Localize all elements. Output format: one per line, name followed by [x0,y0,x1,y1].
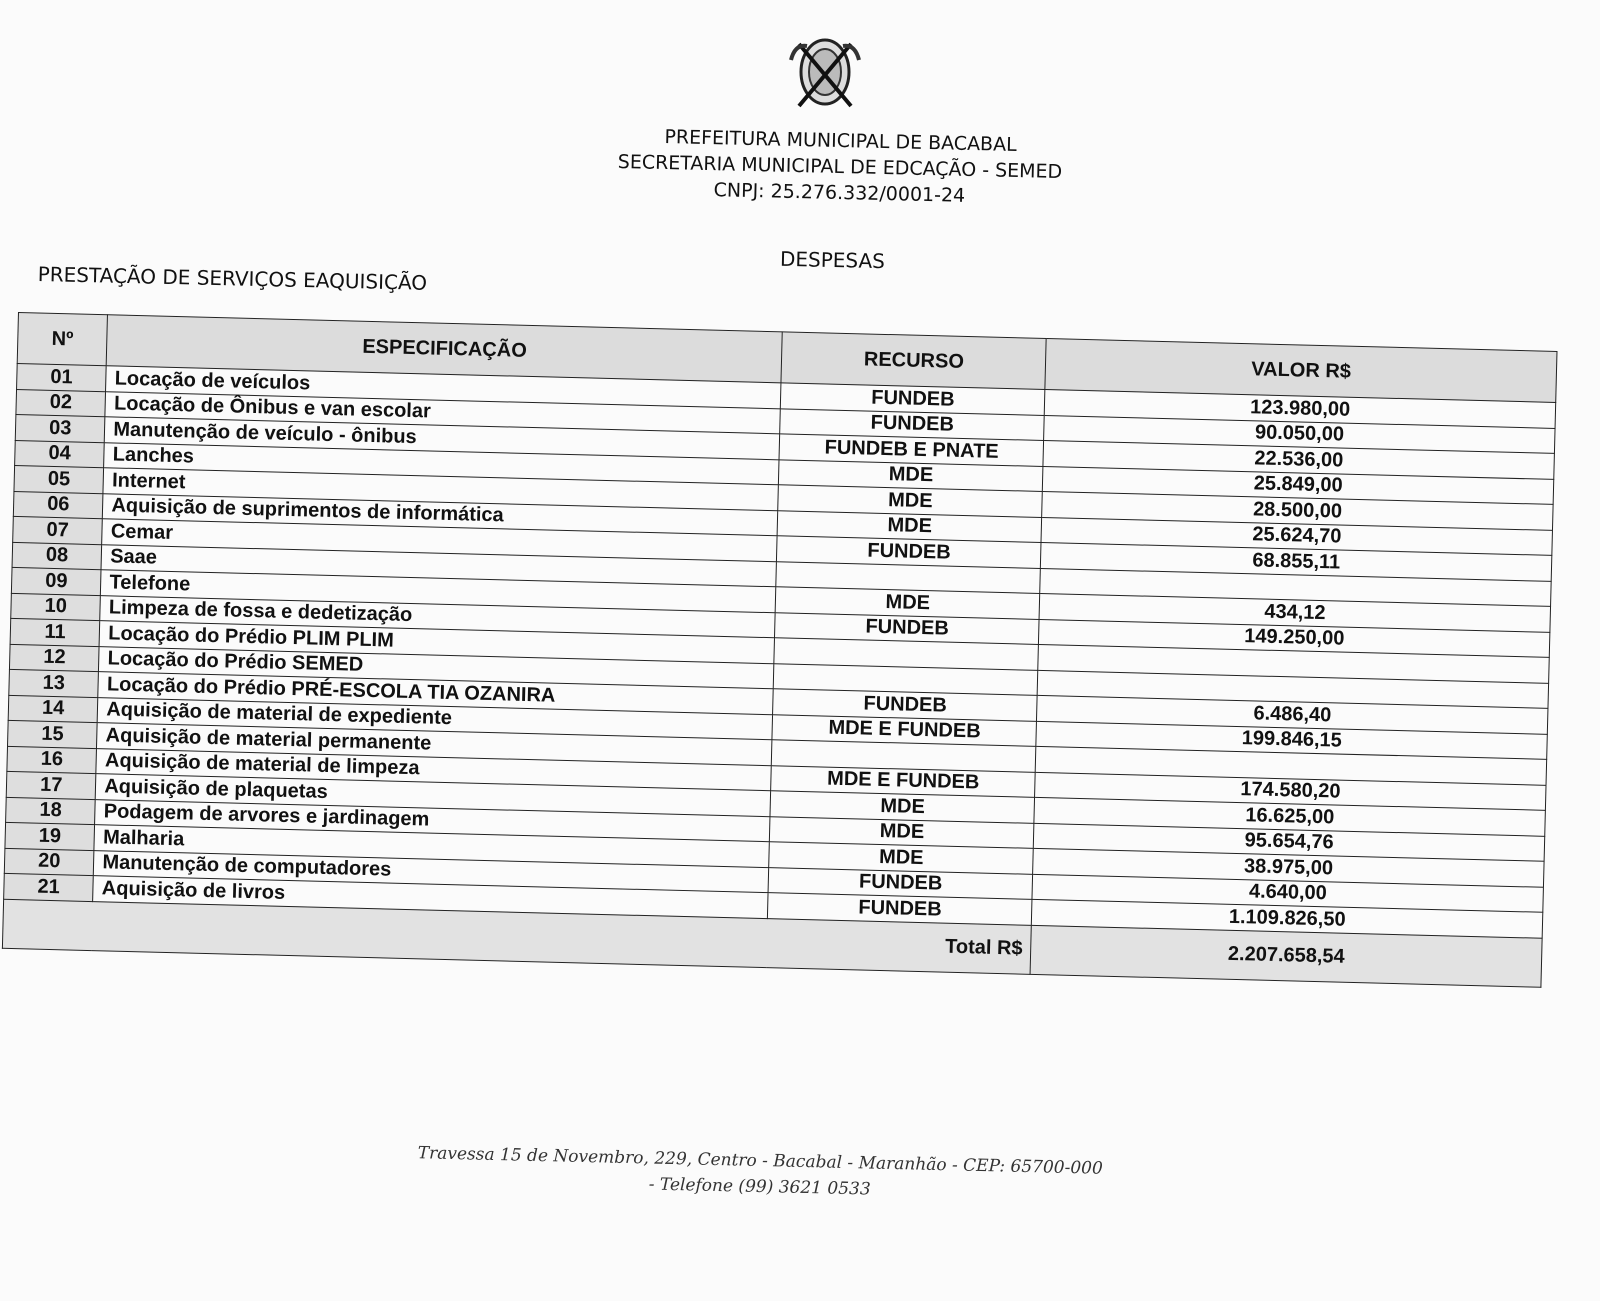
row-valor: 149.250,00 [1039,619,1550,657]
row-number: 13 [9,669,99,697]
row-valor: 434,12 [1039,593,1550,631]
row-specification: Podagem de arvores e jardinagem [95,799,770,842]
row-valor: 28.500,00 [1042,491,1553,529]
row-specification: Manutenção de computadores [94,850,769,893]
row-specification: Limpeza de fossa e dedetização [100,595,775,638]
row-valor: 4.640,00 [1032,874,1543,912]
row-number: 12 [9,644,99,672]
row-specification: Locação do Prédio SEMED [99,646,774,689]
row-recurso: MDE [769,842,1034,874]
table-body [4,363,1556,937]
row-number: 20 [4,848,94,876]
row-number: 17 [6,771,96,799]
row-specification: Saae [101,544,776,587]
footer-line-1: Travessa 15 de Novembro, 229, Centro - Bacabal - Maranhão - CEP: 65700-000 [417,1143,1104,1179]
row-recurso: FUNDEB E PNATE [779,434,1044,466]
row-recurso: FUNDEB [780,408,1045,440]
row-recurso: FUNDEB [773,689,1038,721]
expenses-table-wrapper [2,312,1558,987]
row-number: 16 [7,746,97,774]
row-number: 14 [8,695,98,723]
row-number: 10 [11,593,101,621]
row-valor: 25.624,70 [1041,517,1552,555]
row-number: 01 [17,363,107,391]
footer-line-2: - Telefone (99) 3621 0533 [648,1174,871,1200]
row-valor: 16.625,00 [1034,797,1545,835]
header-no: Nº [17,313,108,366]
header-line-1: PREFEITURA MUNICIPAL DE BACABAL [664,126,1017,157]
row-recurso: FUNDEB [768,893,1033,925]
row-recurso: FUNDEB [775,612,1040,644]
row-valor: 38.975,00 [1033,848,1544,886]
row-valor: 22.536,00 [1043,441,1554,479]
row-specification: Cemar [102,519,777,562]
row-number: 03 [15,414,105,442]
row-number: 19 [5,822,95,850]
row-valor: 199.846,15 [1036,721,1547,759]
row-specification: Aquisição de suprimentos de informática [103,493,778,536]
row-recurso: FUNDEB [781,383,1046,415]
row-number: 09 [11,567,101,595]
row-valor: 6.486,40 [1037,695,1548,733]
row-number: 02 [16,389,106,417]
municipal-seal-logo [785,30,865,115]
row-number: 15 [8,720,98,748]
row-recurso: MDE [770,791,1035,823]
row-specification: Locação do Prédio PLIM PLIM [99,621,774,664]
row-recurso: MDE [777,510,1042,542]
row-specification: Locação do Prédio PRÉ-ESCOLA TIA OZANIRA [98,672,773,715]
row-number: 06 [13,491,103,519]
row-recurso: MDE E FUNDEB [771,765,1036,797]
header-spec: ESPECIFICAÇÃO [107,315,783,383]
row-valor: 68.855,11 [1041,542,1552,580]
header-cnpj: CNPJ: 25.276.332/0001-24 [713,179,966,207]
row-valor: 95.654,76 [1034,823,1545,861]
document-header [559,122,1121,213]
row-recurso: MDE [779,459,1044,491]
row-recurso: MDE [770,816,1035,848]
row-specification: Locação de veículos [106,366,781,409]
expenses-table [2,312,1558,987]
section-subtitle: PRESTAÇÃO DE SERVIÇOS EAQUISIÇÃO [37,262,428,295]
row-valor: 90.050,00 [1044,415,1555,453]
row-specification: Locação de Ônibus e van escolar [105,391,780,434]
document-title: DESPESAS [779,246,886,274]
footer-address [400,1140,1121,1208]
row-valor: 174.580,20 [1035,772,1546,810]
header-valor: VALOR R$ [1045,339,1557,403]
row-specification: Aquisição de livros [93,876,768,919]
row-recurso: FUNDEB [777,536,1042,568]
row-specification: Aquisição de material de limpeza [96,748,771,791]
row-specification: Internet [103,468,778,511]
row-valor: 25.849,00 [1043,466,1554,504]
total-label: Total R$ [2,899,1031,974]
row-recurso: FUNDEB [768,867,1033,899]
total-value: 2.207.658,54 [1030,925,1542,987]
row-number: 05 [14,465,104,493]
header-line-2: SECRETARIA MUNICIPAL DE EDCAÇÃO - SEMED [617,150,1063,184]
row-recurso: MDE E FUNDEB [772,714,1037,746]
row-valor: 123.980,00 [1045,390,1556,428]
row-valor: 1.109.826,50 [1032,899,1543,937]
row-number: 07 [13,516,103,544]
row-number: 04 [15,440,105,468]
row-number: 08 [12,542,102,570]
row-recurso: MDE [778,485,1043,517]
row-specification: Aquisição de plaquetas [96,774,771,817]
row-specification: Malharia [94,825,769,868]
row-specification: Aquisição de material permanente [97,723,772,766]
row-specification: Lanches [104,442,779,485]
row-number: 18 [6,797,96,825]
row-recurso: MDE [775,587,1040,619]
row-number: 11 [10,618,100,646]
row-specification: Manutenção de veículo - ônibus [105,417,780,460]
header-recurso: RECURSO [781,332,1046,390]
row-specification: Aquisição de material de expediente [98,697,773,740]
row-number: 21 [4,873,94,901]
row-specification: Telefone [101,570,776,613]
